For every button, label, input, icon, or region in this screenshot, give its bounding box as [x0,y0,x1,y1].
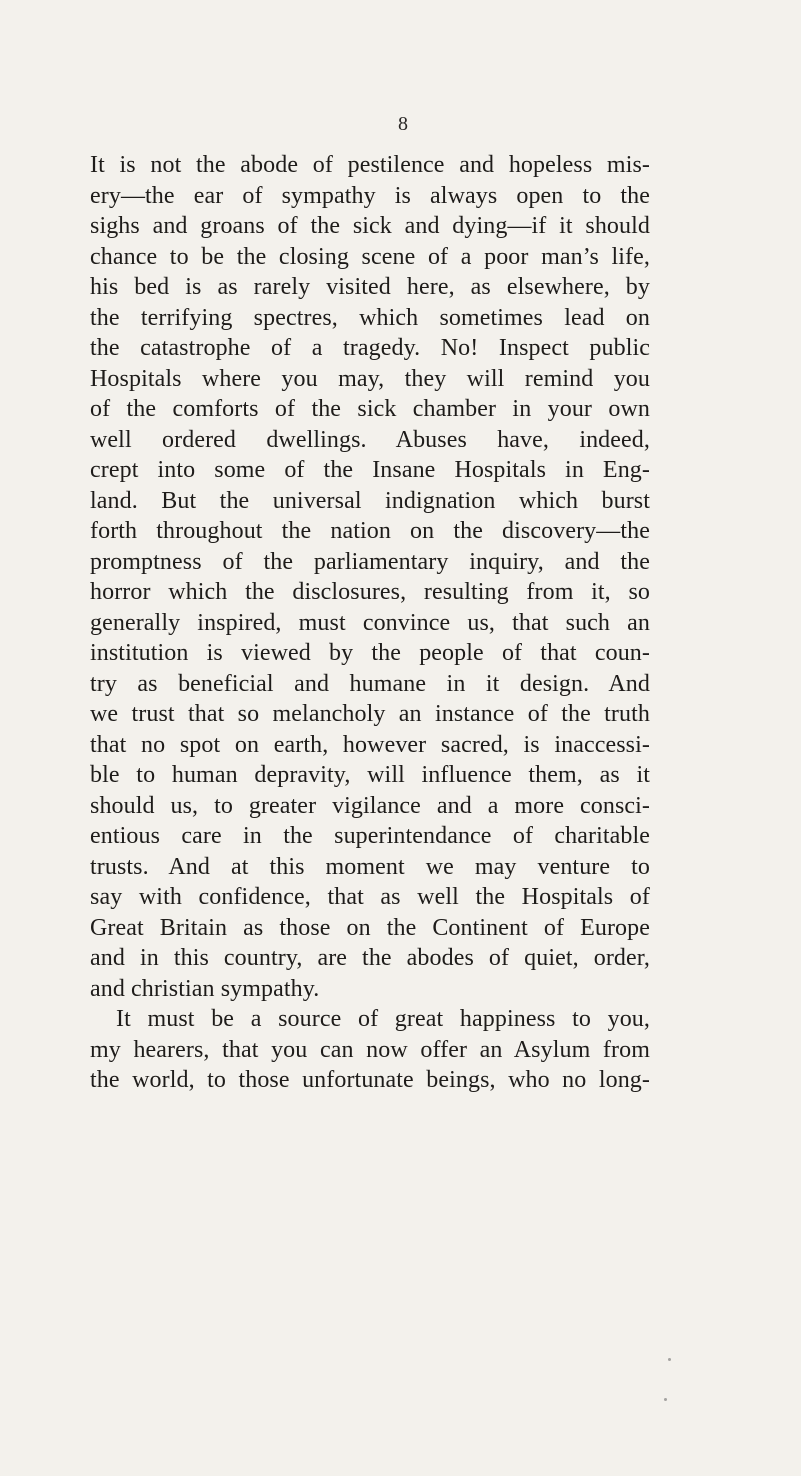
paper-speck [664,1398,667,1401]
text-line: promptness of the parliamentary inquiry, and the [90,548,650,575]
text-line: chance to be the closing scene of a poor man’s life, [90,243,650,270]
text-line: trusts. And at this moment we may venture to [90,853,650,880]
body-text [90,150,650,1096]
text-line: Great Britain as those on the Continent of Europe [90,914,650,941]
text-line: we trust that so melancholy an instance of the truth [90,701,650,727]
text-line: and in this country, are the abodes of quiet, order, [90,945,650,971]
text-line: that no spot on earth, however sacred, is inaccessi- [90,731,650,758]
text-line: sighs and groans of the sick and dying—if it should [90,213,650,239]
text-line: entious care in the superintendance of charitable [90,823,650,849]
text-line: of the comforts of the sick chamber in your own [90,396,650,422]
text-line: forth throughout the nation on the discovery—the [90,518,650,544]
text-line: my hearers, that you can now offer an Asylum from [90,1036,650,1063]
text-line: land. But the universal indignation which burst [90,487,650,514]
text-line: his bed is as rarely visited here, as elsewhere, by [90,274,650,300]
text-line: the terrifying spectres, which sometimes lead on [90,304,650,331]
text-line: say with confidence, that as well the Hospitals of [90,884,650,910]
page-number: 8 [398,113,408,135]
text-line: should us, to greater vigilance and a more consci- [90,792,650,819]
text-line: horror which the disclosures, resulting from it, so [90,579,650,605]
text-line: the world, to those unfortunate beings, who no long- [90,1067,650,1093]
paper-speck [668,1358,671,1361]
text-line: try as beneficial and humane in it design. And [90,670,650,697]
text-line: ery—the ear of sympathy is always open to the [90,182,650,209]
text-line: the catastrophe of a tragedy. No! Inspect public [90,335,650,361]
text-line: Hospitals where you may, they will remind you [90,365,650,392]
text-line: It is not the abode of pestilence and hopeless mis- [90,152,650,178]
text-line-paragraph-start: It must be a source of great happiness to you, [116,1006,650,1032]
text-line: ble to human depravity, will influence them, as it [90,762,650,788]
text-line-paragraph-end: and christian sympathy. [90,975,320,1002]
text-line: institution is viewed by the people of that coun- [90,640,650,666]
text-line: well ordered dwellings. Abuses have, indeed, [90,426,650,453]
text-line: crept into some of the Insane Hospitals in Eng- [90,457,650,483]
text-line: generally inspired, must convince us, that such an [90,609,650,636]
